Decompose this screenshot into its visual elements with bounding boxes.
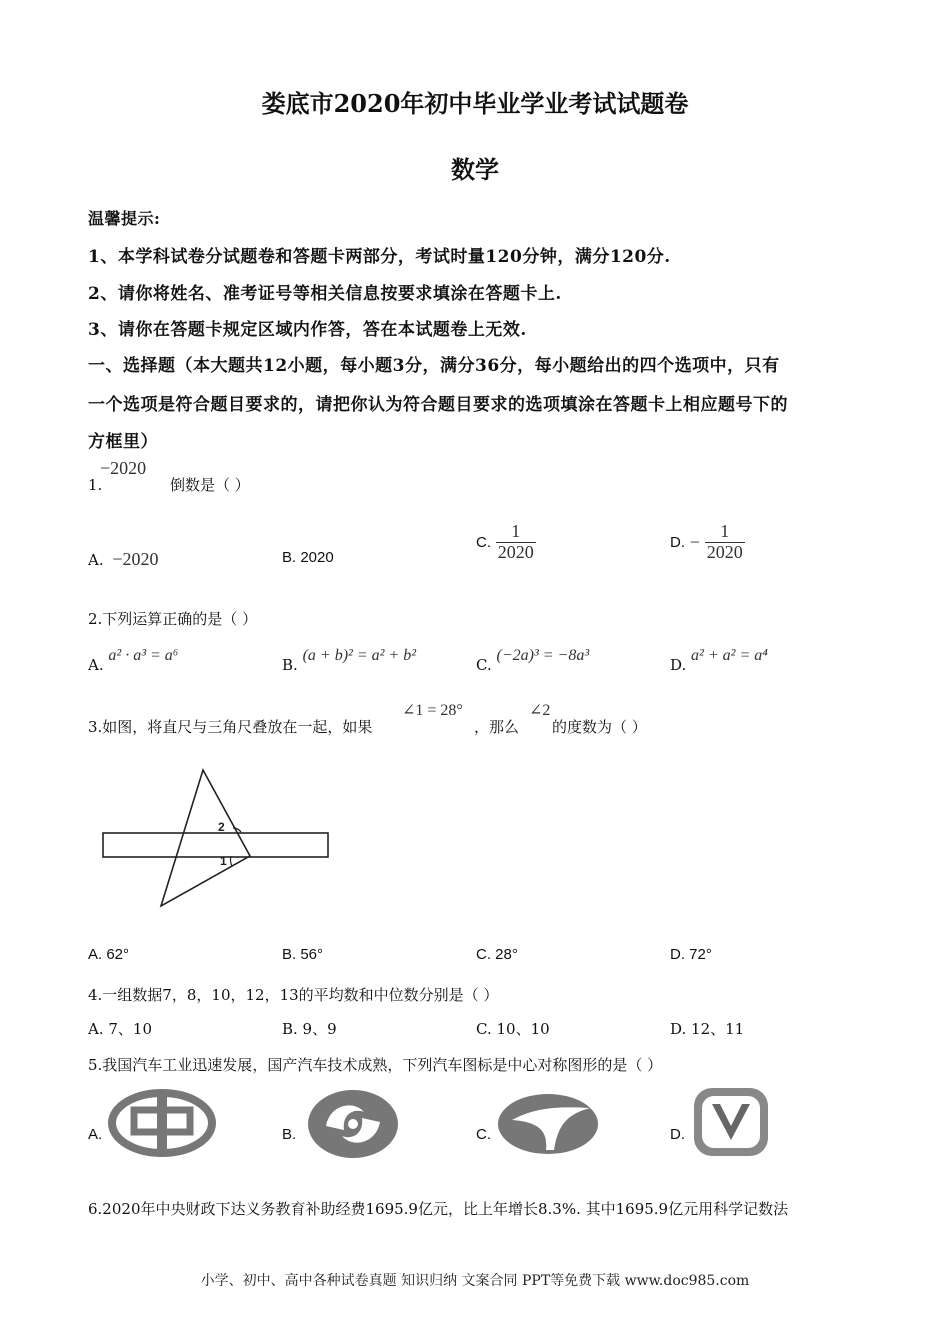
tip-3: 3、请你在答题卡规定区域内作答，答在本试题卷上无效.: [88, 320, 527, 340]
section-heading-line-2: 一个选项是符合题目要求的，请把你认为符合题目要求的选项填涂在答题卡上相应题号下的: [88, 395, 788, 415]
q1-option-c-fraction: [496, 522, 536, 563]
q1-number: 1.: [88, 476, 103, 494]
subject-title: 数学: [451, 155, 499, 184]
q5-option-c-label: C.: [476, 1126, 491, 1143]
q1-option-a: [88, 549, 159, 570]
q1-option-c-label: C.: [476, 533, 491, 551]
q2-option-d-label: D.: [670, 656, 687, 674]
q5-logo-a-icon: [108, 1088, 216, 1158]
q2-option-a: [88, 646, 179, 674]
q2-option-c: [476, 646, 590, 674]
q1-option-d-fraction: [705, 522, 745, 563]
ruler-shape: [103, 833, 328, 857]
q5-stem: 5.我国汽车工业迅速发展，国产汽车技术成熟，下列汽车图标是中心对称图形的是（ ）: [88, 1056, 663, 1074]
q2-option-a-label: A.: [88, 656, 104, 674]
q3-stem-a: 3.如图，将直尺与三角尺叠放在一起，如果: [88, 718, 373, 736]
q2-option-d: [670, 646, 768, 674]
q1-stem: 倒数是（ ）: [170, 476, 250, 494]
q5-option-b-label: B.: [282, 1126, 297, 1143]
q1-option-d-numerator: 1: [705, 522, 745, 543]
q1-option-b: B. 2020: [282, 549, 334, 566]
q1-option-c-numerator: 1: [496, 522, 536, 543]
section-heading-line-3: 方框里）: [88, 432, 158, 452]
tip-1: 1、本学科试卷分试题卷和答题卡两部分，考试时量120分钟，满分120分.: [88, 247, 671, 267]
q1-option-d-denominator: 2020: [706, 541, 743, 562]
q3-option-d: D. 72°: [670, 946, 712, 963]
q4-option-d: D. 12、11: [670, 1020, 745, 1038]
q2-option-c-label: C.: [476, 656, 492, 674]
angle-1-label: 1: [220, 854, 227, 868]
q1-option-a-value: −2020: [112, 549, 159, 569]
tip-2: 2、请你将姓名、准考证号等相关信息按要求填涂在答题卡上.: [88, 284, 562, 304]
q3-option-a: A. 62°: [88, 946, 130, 963]
page-title: 娄底市2020年初中毕业学业考试试题卷: [261, 89, 689, 118]
q3-angle2: ∠2: [529, 702, 551, 719]
q2-option-a-expr: a² · a³ = a⁶: [108, 647, 179, 664]
q2-option-b: [282, 646, 417, 674]
q5-logo-d-icon: [690, 1084, 772, 1160]
q3-stem-b: ，那么: [474, 718, 520, 736]
q2-stem: 2.下列运算正确的是（ ）: [88, 610, 258, 628]
q3-angle1: ∠1 = 28°: [402, 702, 463, 719]
q1-option-d-sign: −: [689, 531, 700, 552]
triangle-shape: [161, 770, 250, 906]
q2-option-b-label: B.: [282, 656, 298, 674]
tips-heading: 温馨提示:: [88, 209, 161, 228]
angle-2-label: 2: [218, 820, 225, 834]
q4-stem: 4.一组数据7，8，10，12，13的平均数和中位数分别是（ ）: [88, 986, 499, 1004]
q4-option-c: C. 10、10: [476, 1020, 550, 1038]
q3-option-c: C. 28°: [476, 946, 518, 963]
page-footer: 小学、初中、高中各种试卷真题 知识归纳 文案合同 PPT等免费下载 www.doc985.com: [200, 1273, 750, 1289]
q6-stem: 6.2020年中央财政下达义务教育补助经费1695.9亿元，比上年增长8.3%. 其中1695.9亿元用科学记数法: [88, 1200, 789, 1218]
section-heading-line-1: 一、选择题（本大题共12小题，每小题3分，满分36分，每小题给出的四个选项中，只有: [88, 356, 780, 376]
q2-option-b-expr: (a + b)² = a² + b²: [302, 647, 417, 664]
q2-option-d-expr: a² + a² = a⁴: [691, 647, 768, 664]
q4-option-a: A. 7、10: [88, 1020, 152, 1038]
q1-option-c-denominator: 2020: [497, 541, 534, 562]
q5-logo-b-icon: [304, 1086, 402, 1162]
q5-logo-c-icon: [494, 1090, 602, 1158]
q1-option-d: [670, 522, 745, 563]
q3-option-b: B. 56°: [282, 946, 324, 963]
q1-expression: −2020: [100, 458, 147, 478]
q1-option-d-label: D.: [670, 533, 685, 551]
q3-stem-c: 的度数为（ ）: [552, 718, 647, 736]
q1-option-c: [476, 522, 536, 563]
q5-option-a-label: A.: [88, 1126, 103, 1143]
q5-option-d-label: D.: [670, 1126, 685, 1143]
q1-option-a-label: A.: [88, 551, 104, 569]
q2-option-c-expr: (−2a)³ = −8a³: [496, 647, 590, 664]
q3-ruler-triangle-figure: [95, 760, 345, 920]
q4-option-b: B. 9、9: [282, 1020, 337, 1038]
